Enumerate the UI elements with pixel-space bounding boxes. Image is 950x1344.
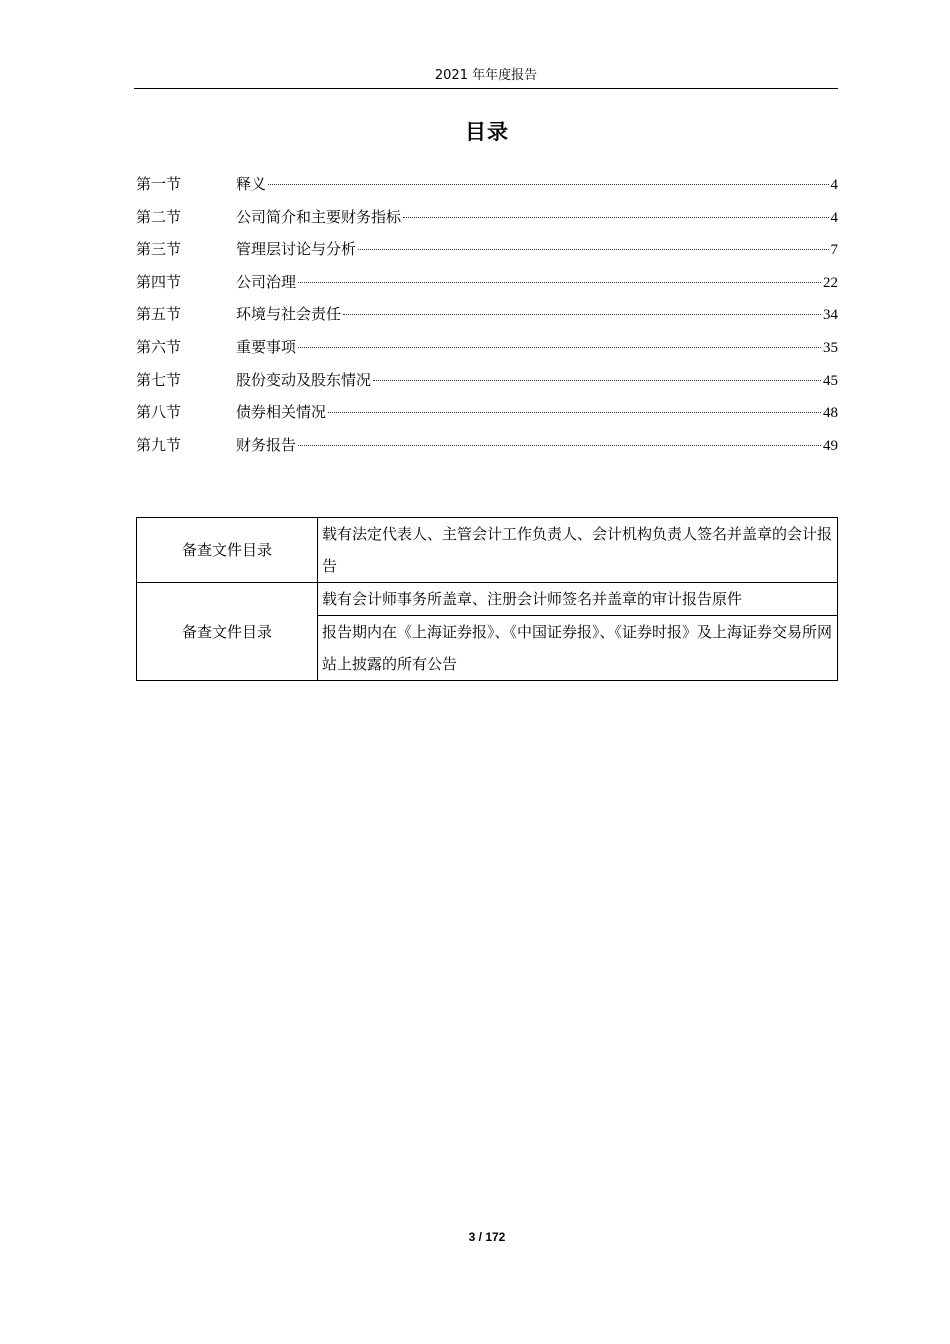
- toc-section-number: 第九节: [136, 435, 182, 454]
- toc-page-number: 4: [830, 209, 838, 226]
- toc-dot-leader: [343, 314, 821, 315]
- toc-section-number: 第五节: [136, 305, 182, 324]
- toc-page-number: 35: [823, 339, 838, 356]
- toc-entry[interactable]: [136, 172, 838, 205]
- table-row: [137, 583, 838, 616]
- toc-section-title: 释义: [236, 175, 267, 193]
- toc-dot-leader: [403, 217, 828, 218]
- toc-entry[interactable]: [136, 400, 838, 433]
- header-text: 2021 年年度报告: [434, 68, 538, 83]
- toc-section-title: 公司治理: [236, 272, 297, 291]
- toc-page-number: 49: [823, 437, 838, 454]
- table-of-contents: [136, 172, 838, 465]
- toc-dot-leader: [298, 347, 821, 348]
- toc-entry[interactable]: [136, 270, 838, 303]
- toc-section-title: 公司简介和主要财务指标: [236, 207, 402, 226]
- toc-section-title: 财务报告: [236, 435, 297, 454]
- toc-entry[interactable]: [136, 335, 838, 368]
- toc-entry[interactable]: [136, 302, 838, 335]
- toc-dot-leader: [358, 249, 828, 250]
- toc-page-number: 34: [823, 307, 838, 324]
- toc-section-title: 债券相关情况: [236, 403, 327, 422]
- documents-label-cell: 备查文件目录: [137, 518, 318, 583]
- toc-dot-leader: [298, 445, 821, 446]
- toc-section-title: 股份变动及股东情况: [236, 370, 372, 389]
- page-title: 目录: [465, 120, 509, 144]
- toc-section-number: 第七节: [136, 370, 182, 389]
- toc-section-number: 第四节: [136, 272, 182, 291]
- toc-section-title: 环境与社会责任: [236, 305, 342, 324]
- toc-dot-leader: [328, 412, 821, 413]
- toc-entry[interactable]: [136, 237, 838, 270]
- toc-section-number: 第一节: [136, 175, 182, 193]
- toc-section-number: 第六节: [136, 337, 182, 356]
- page-header: [134, 66, 838, 89]
- toc-page-number: 7: [830, 242, 838, 259]
- document-description-cell: 报告期内在《上海证券报》、《中国证券报》、《证券时报》及上海证券交易所网站上披露的所有公告: [318, 616, 838, 681]
- toc-entry[interactable]: [136, 368, 838, 401]
- toc-page-number: 22: [823, 274, 838, 291]
- toc-dot-leader: [268, 184, 828, 185]
- toc-dot-leader: [373, 380, 821, 381]
- toc-section-number: 第三节: [136, 240, 182, 259]
- table-row: [137, 518, 838, 583]
- toc-page-number: 45: [823, 372, 838, 389]
- toc-section-number: 第八节: [136, 403, 182, 422]
- toc-section-number: 第二节: [136, 207, 182, 226]
- toc-section-title: 重要事项: [236, 337, 297, 356]
- toc-entry[interactable]: [136, 205, 838, 238]
- page-number-footer: 3 / 172: [468, 1230, 506, 1244]
- toc-dot-leader: [298, 282, 821, 283]
- toc-page-number: 48: [823, 405, 838, 422]
- toc-section-title: 管理层讨论与分析: [236, 240, 357, 259]
- documents-label-cell: 备查文件目录: [137, 583, 318, 681]
- document-description-cell: 载有法定代表人、主管会计工作负责人、会计机构负责人签名并盖章的会计报告: [318, 518, 838, 583]
- toc-page-number: 4: [830, 177, 838, 193]
- reference-documents-table: [136, 517, 838, 681]
- document-description-cell: 载有会计师事务所盖章、注册会计师签名并盖章的审计报告原件: [318, 583, 838, 616]
- toc-entry[interactable]: [136, 433, 838, 466]
